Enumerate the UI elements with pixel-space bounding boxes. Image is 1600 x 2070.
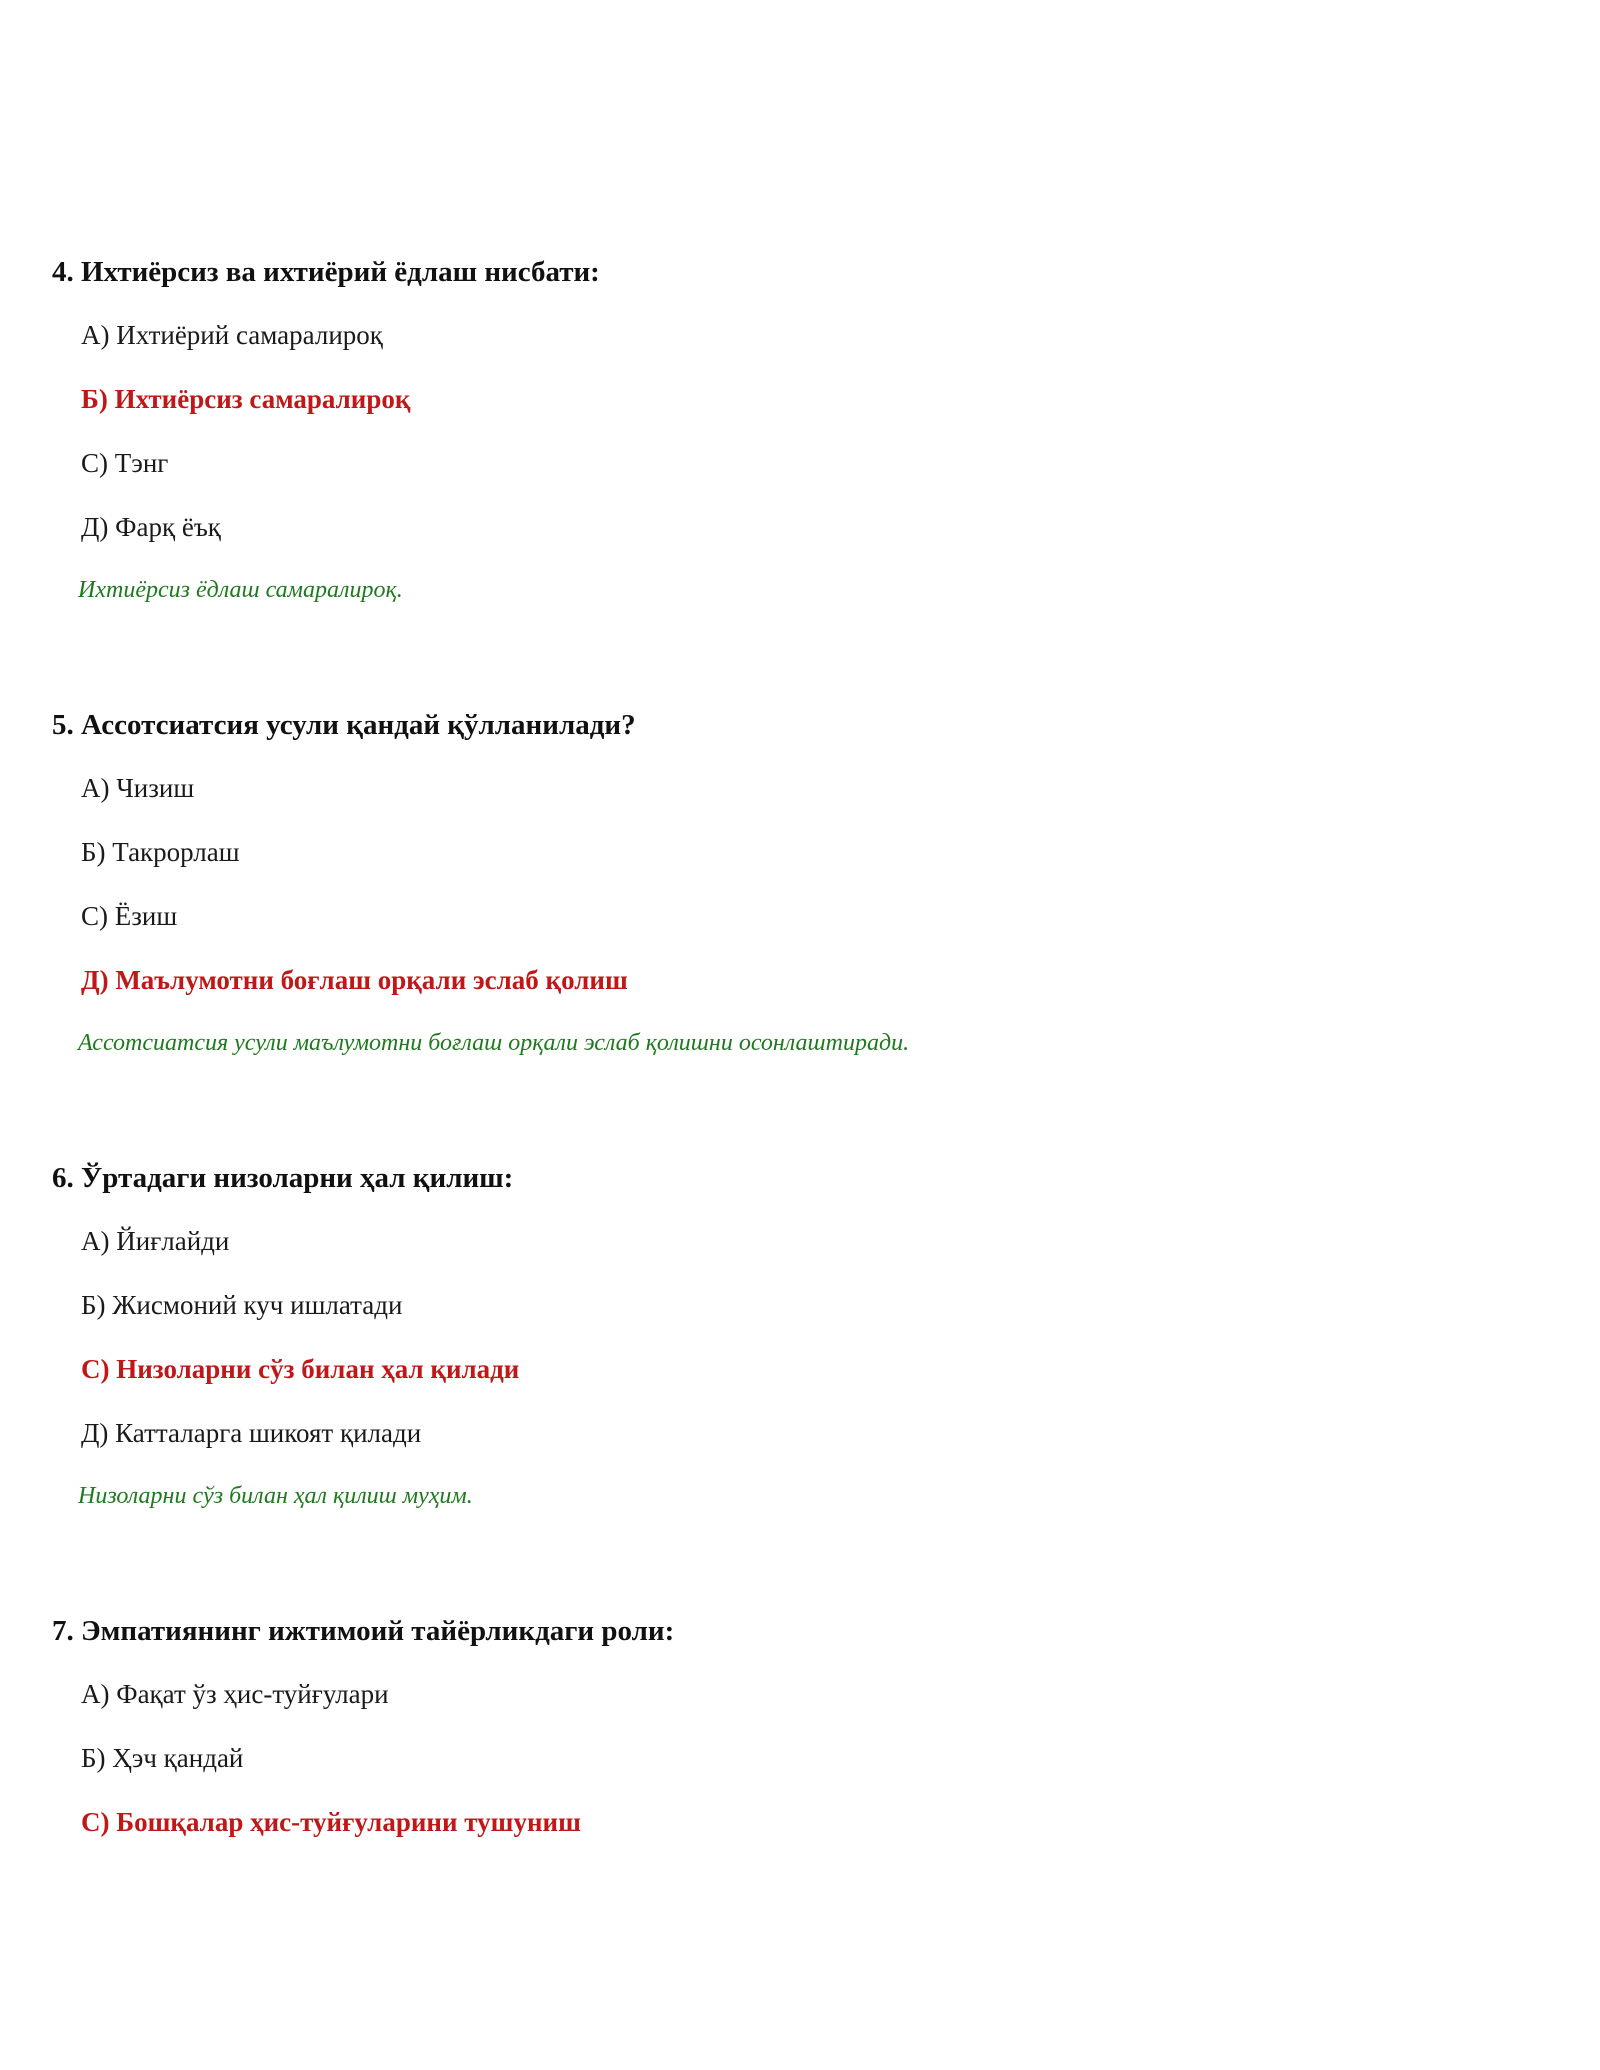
option-c-correct: С) Бошқалар ҳис-туйғуларини тушуниш bbox=[81, 1807, 581, 1837]
option-d: Д) Фарқ ёъқ bbox=[81, 512, 221, 542]
question-title: 6. Ўртадаги низоларни ҳал қилиш: bbox=[52, 1162, 514, 1194]
option-a: А) Йиғлайди bbox=[81, 1226, 230, 1256]
option-c: С) Тэнг bbox=[81, 448, 169, 478]
question-title: 5. Ассотсиатсия усули қандай қўлланилади? bbox=[52, 709, 636, 741]
explanation: Низоларни сўз билан ҳал қилиш муҳим. bbox=[78, 1483, 473, 1509]
question-title: 7. Эмпатиянинг ижтимоий тайёрликдаги роли: bbox=[52, 1615, 675, 1647]
option-b: Б) Ҳэч қандай bbox=[81, 1743, 244, 1773]
explanation: Ассотсиатсия усули маълумотни боғлаш орқали эслаб қолишни осонлаштиради. bbox=[78, 1030, 910, 1056]
option-d-correct: Д) Маълумотни боғлаш орқали эслаб қолиш bbox=[81, 965, 628, 995]
question-7 bbox=[52, 1613, 1552, 1837]
option-a: А) Фақат ўз ҳис-туйғулари bbox=[81, 1679, 389, 1709]
question-6 bbox=[52, 1160, 1552, 1509]
option-c: С) Ёзиш bbox=[81, 901, 178, 931]
option-b-correct: Б) Ихтиёрсиз самаралироқ bbox=[81, 384, 411, 414]
explanation: Ихтиёрсиз ёдлаш самаралироқ. bbox=[78, 577, 403, 603]
option-b: Б) Такрорлаш bbox=[81, 837, 240, 867]
question-4 bbox=[52, 254, 1552, 603]
option-a: А) Ихтиёрий самаралироқ bbox=[81, 320, 383, 350]
option-d: Д) Катталарга шикоят қилади bbox=[81, 1418, 422, 1448]
option-c-correct: С) Низоларни сўз билан ҳал қилади bbox=[81, 1354, 520, 1384]
question-title: 4. Ихтиёрсиз ва ихтиёрий ёдлаш нисбати: bbox=[52, 256, 600, 288]
option-b: Б) Жисмоний куч ишлатади bbox=[81, 1290, 403, 1320]
question-5 bbox=[52, 707, 1552, 1056]
option-a: А) Чизиш bbox=[81, 773, 195, 803]
